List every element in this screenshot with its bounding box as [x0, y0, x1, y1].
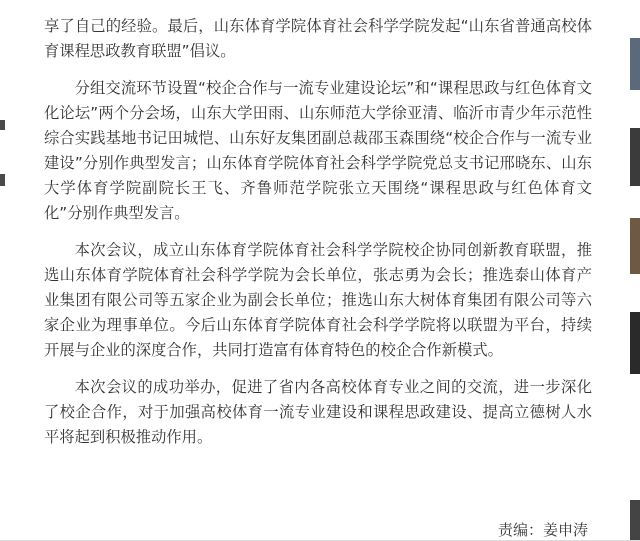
left-edge-mark: [0, 174, 5, 186]
thumbnail-image[interactable]: [630, 218, 640, 274]
left-edge-mark: [0, 120, 5, 130]
article-paragraph: 本次会议，成立山东体育学院体育社会科学学院校企协同创新教育联盟，推选山东体育学院体育社会科学学院为会长单位，张志勇为会长；推选泰山体育产业集团有限公司等五家企业为副会长单位；推选山东大树体育集团有限公司等六家企业为理事单位。今后山东体育学院体育社会科学学院将以联盟为平台，持续开展与企业的深度合作，共同打造富有体育特色的校企合作新模式。: [44, 241, 592, 359]
thumbnail-image[interactable]: [630, 128, 640, 186]
left-page-edge: [0, 0, 14, 541]
thumbnail-image[interactable]: [630, 500, 640, 541]
article-paragraph: 享了自己的经验。最后，山东体育学院体育社会科学学院发起“山东省普通高校体育课程思政教育联盟”倡议。: [44, 17, 592, 60]
article-paragraph: 本次会议的成功举办，促进了省内各高校体育专业之间的交流，进一步深化了校企合作，对于加强高校体育一流专业建设和课程思政建设、提高立德树人水平将起到积极推动作用。: [44, 378, 592, 446]
editor-credit: 责编：姜申涛: [497, 521, 588, 539]
thumbnail-image[interactable]: [630, 38, 640, 90]
article-body: [44, 14, 592, 462]
thumbnail-image[interactable]: [630, 312, 640, 374]
article-paragraph: 分组交流环节设置“校企合作与一流专业建设论坛”和“课程思政与红色体育文化论坛”两个分会场，山东大学田雨、山东师范大学徐亚清、临沂市青少年示范性综合实践基地书记田城恺、山东好友集团副总裁邵玉森围绕“校企合作与一流专业建设”分别作典型发言；山东体育学院体育社会科学学院党总支书记邢晓东、山东大学体育学院副院长王飞、齐鲁师范学院张立天围绕“课程思政与红色体育文化”分别作典型发言。: [44, 79, 592, 222]
sidebar-thumbnails: [630, 0, 640, 541]
